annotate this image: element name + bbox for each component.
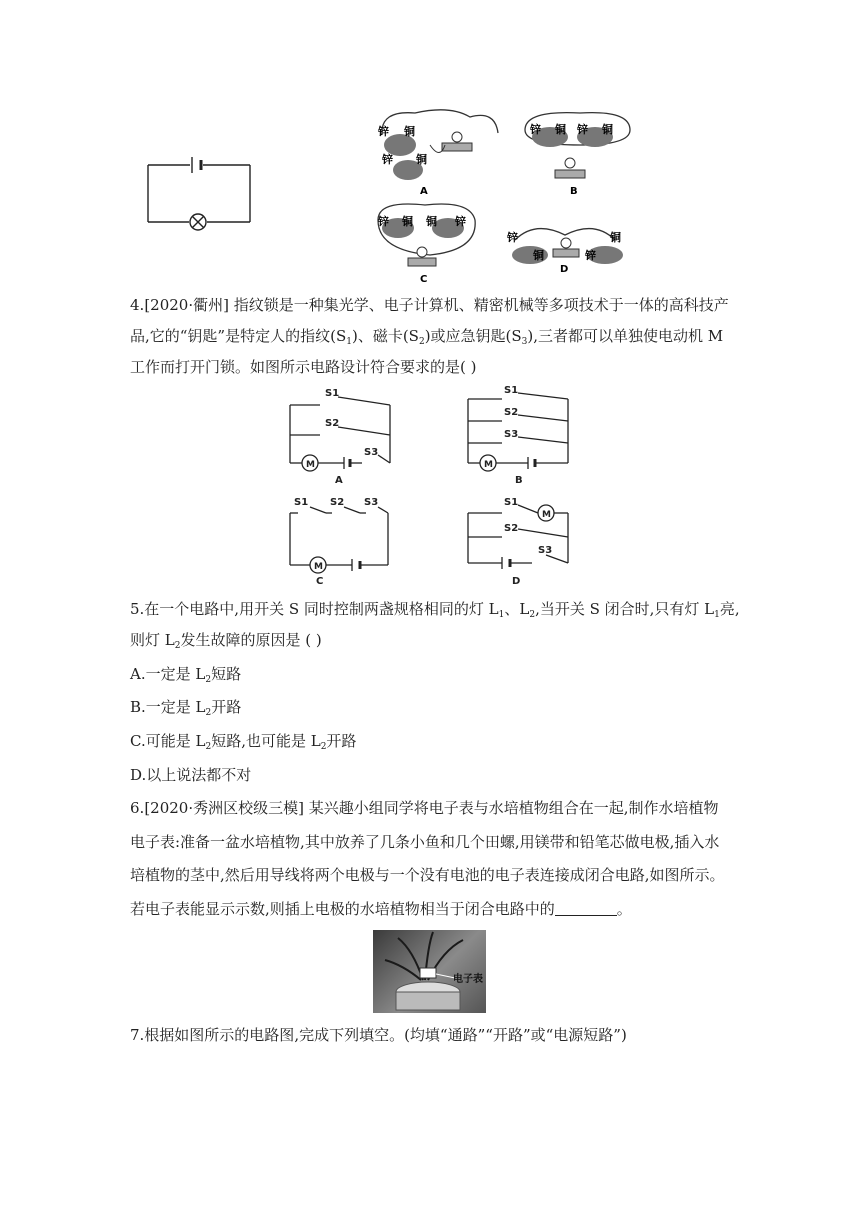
svg-text:锌: 锌 [577, 123, 588, 136]
svg-text:D: D [560, 264, 569, 275]
q5-option-a: A.一定是 $L_2$短路 [130, 665, 242, 685]
svg-text:S3: S3 [364, 497, 379, 508]
fruit-battery-options-diagram [370, 105, 640, 285]
svg-text:M: M [306, 460, 315, 470]
svg-text:锌: 锌 [507, 231, 518, 244]
svg-text:C: C [316, 576, 324, 587]
svg-text:S2: S2 [330, 497, 345, 508]
svg-text:A: A [335, 475, 343, 486]
svg-text:M: M [484, 460, 493, 470]
q4-line-2: 品,它的“钥匙”是特定人的指纹$(S_1)$、磁卡$(S_2)$或应急钥匙$(S_3)$,三者都可以单独使电动机 M [130, 327, 724, 347]
svg-text:锌: 锌 [585, 249, 596, 262]
svg-text:S1: S1 [294, 497, 309, 508]
q4-source: [2020·衢州] [144, 296, 229, 314]
q6-line-1: 6.[2020·秀洲区校级三模] 某兴趣小组同学将电子表与水培植物组合在一起,制作水培植物 [130, 799, 719, 817]
q4-text-1: 指纹锁是一种集光学、电子计算机、精密机械等多项技术于一体的高科技产 [233, 296, 729, 314]
svg-text:S3: S3 [504, 429, 519, 440]
fruit-option-d [506, 229, 623, 275]
svg-text:铜: 铜 [404, 125, 415, 138]
svg-text:铜: 铜 [602, 123, 613, 136]
fruit-option-b [525, 113, 630, 197]
svg-text:M: M [542, 510, 551, 520]
svg-text:D: D [512, 576, 521, 587]
svg-text:B: B [570, 186, 578, 197]
q4-circuit-options-diagram [280, 385, 580, 585]
svg-text:铜: 铜 [416, 153, 427, 166]
q5-line-1: 5.在一个电路中,用开关 S 同时控制两盏规格相同的灯 $L_1$、$L_2$,当开关 S 闭合时,只有灯 $L_1$亮, [130, 600, 740, 620]
svg-text:铜: 铜 [402, 215, 413, 228]
svg-text:铜: 铜 [533, 249, 544, 262]
q6-source: [2020·秀洲区校级三模] [144, 799, 304, 817]
svg-text:M: M [314, 562, 323, 572]
svg-text:S1: S1 [325, 388, 340, 399]
plant-clock-illustration [373, 930, 486, 1013]
q6-line-2: 电子表:准备一盆水培植物,其中放养了几条小鱼和几个田螺,用镁带和铅笔芯做电极,插入水 [130, 833, 720, 851]
svg-text:S3: S3 [364, 447, 379, 458]
svg-text:铜: 铜 [610, 231, 621, 244]
svg-text:S2: S2 [504, 407, 519, 418]
svg-text:锌: 锌 [455, 215, 466, 228]
q5-line-2: 则灯 $L_2$发生故障的原因是 ( ) [130, 631, 322, 651]
svg-text:S2: S2 [504, 523, 519, 534]
q6-line-4: 若电子表能显示示数,则插上电极的水培植物相当于闭合电路中的 。 [130, 900, 632, 918]
simple-circuit-figure [140, 150, 260, 235]
q6-line-3: 培植物的茎中,然后用导线将两个电极与一个没有电池的电子表连接成闭合电路,如图所示。 [130, 866, 725, 884]
svg-text:铜: 铜 [555, 123, 566, 136]
q5-option-d: D.以上说法都不对 [130, 766, 252, 784]
svg-text:A: A [420, 186, 428, 197]
answer-blank[interactable] [555, 901, 617, 916]
battery-lamp-circuit-diagram [140, 150, 260, 235]
fruit-option-c [377, 204, 475, 285]
fruit-option-a [377, 110, 498, 197]
q4-line-1 [130, 295, 729, 315]
svg-text:S2: S2 [325, 418, 340, 429]
q4-circuit-figure [280, 385, 580, 585]
fruit-battery-figure [370, 105, 640, 285]
svg-text:铜: 铜 [426, 215, 437, 228]
q4-number: 4. [130, 296, 145, 314]
svg-text:锌: 锌 [378, 215, 389, 228]
svg-text:锌: 锌 [378, 125, 389, 138]
svg-text:S3: S3 [538, 545, 553, 556]
svg-text:S1: S1 [504, 385, 519, 396]
svg-text:电子表: 电子表 [453, 974, 483, 985]
svg-text:C: C [420, 274, 428, 285]
q7-line-1: 7.根据如图所示的电路图,完成下列填空。(均填“通路”“开路”或“电源短路”) [130, 1026, 627, 1044]
plant-clock-photo [373, 930, 486, 1013]
svg-text:S1: S1 [504, 497, 519, 508]
q5-option-b: B.一定是 $L_2$开路 [130, 698, 242, 718]
svg-text:B: B [515, 475, 523, 486]
svg-text:锌: 锌 [530, 123, 541, 136]
q4-line-3: 工作而打开门锁。如图所示电路设计符合要求的是( ) [130, 358, 477, 376]
svg-text:锌: 锌 [382, 153, 393, 166]
q5-option-c: C.可能是 $L_2$短路,也可能是 $L_2$开路 [130, 732, 357, 752]
